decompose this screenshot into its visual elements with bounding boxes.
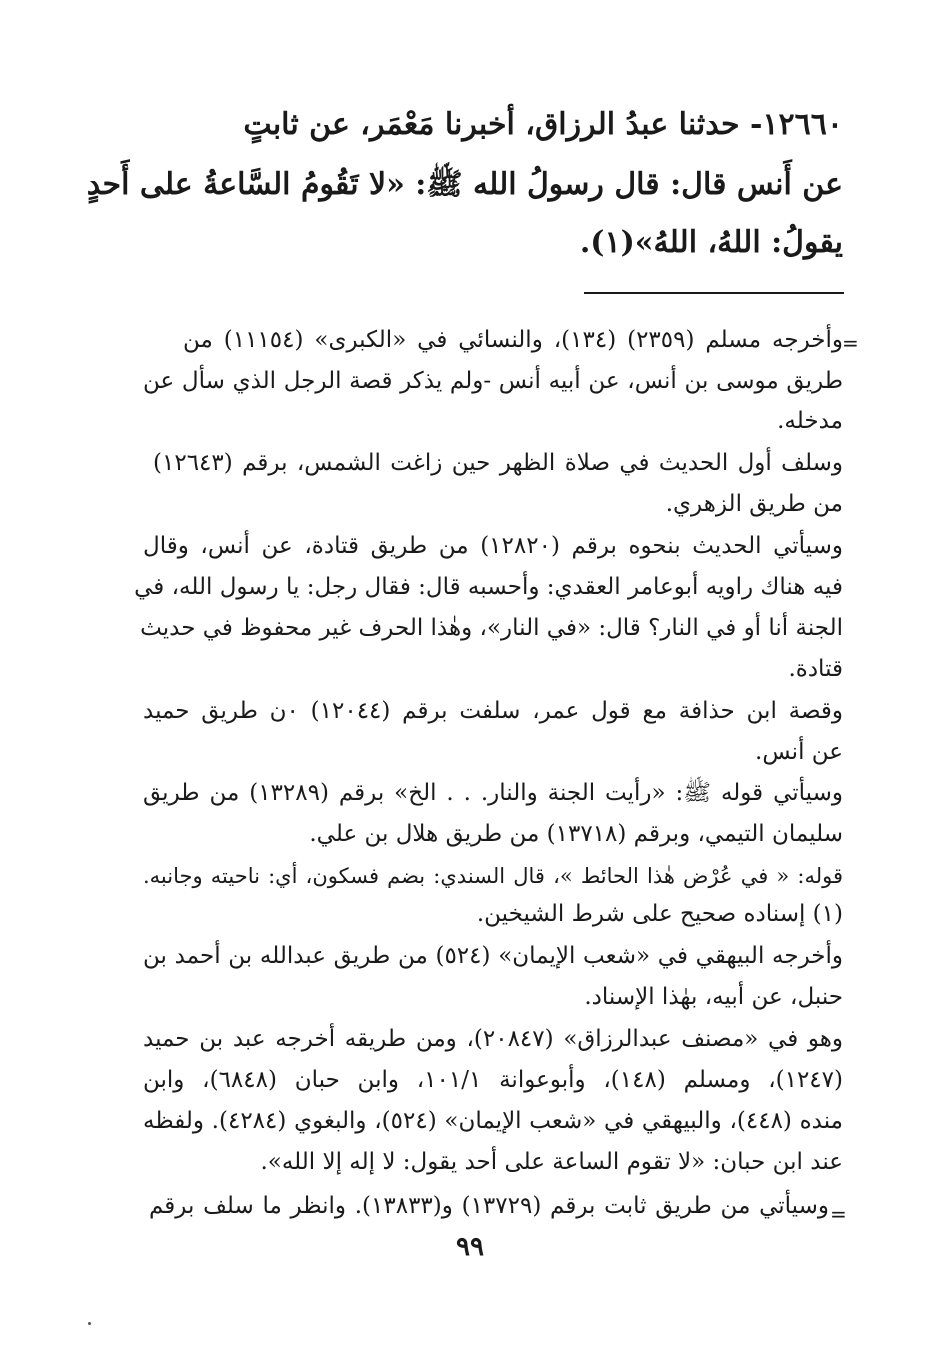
footnote-line: قوله: « في عُرْض هٰذا الحائط »، قال السندي: بضم فسكون، أي: ناحيته وجانبه. — [143, 864, 843, 888]
footnote-line: منده (٤٤٨)، والبيهقي في «شعب الإيمان» (٥٢٤)، والبغوي (٤٢٨٤). ولفظه — [143, 1108, 844, 1134]
footnote-line: وأخرجه البيهقي في «شعب الإيمان» (٥٢٤) من طريق عبدالله بن أحمد بن — [143, 943, 843, 969]
footnote-line: من طريق الزهري. — [665, 491, 843, 517]
footnote-line: عند ابن حبان: «لا تقوم الساعة على أحد يقول: لا إله إلا الله». — [260, 1149, 843, 1175]
footnote-number-line: (١) إسناده صحيح على شرط الشيخين. — [476, 901, 843, 927]
hadith-line-2: عن أَنس قال: قال رسولُ الله ﷺ: «لا تَقُومُ السَّاعةُ على أَحدٍ — [86, 167, 843, 202]
footnote-line: حنبل، عن أبيه، بهٰذا الإسناد. — [584, 984, 843, 1010]
footnote-line: مدخله. — [777, 408, 843, 434]
footnote-line: وسيأتي من طريق ثابت برقم (١٣٧٢٩) و(١٣٨٣٣). وانظر ما سلف برقم — [149, 1193, 829, 1219]
footnote-line: وسيأتي قوله ﷺ: «رأيت الجنة والنار. . . الخ» برقم (١٣٢٨٩) من طريق — [143, 780, 843, 806]
continuation-mark-end: = — [830, 1202, 847, 1226]
scan-speck — [88, 1322, 91, 1325]
footnote-line: وقصة ابن حذافة مع قول عمر، سلفت برقم (١٢٠٤٤) ٠ن طريق حميد — [143, 698, 843, 724]
footnote-line: فيه هناك راويه أبوعامر العقدي: وأحسبه قال: فقال رجل: يا رسول الله، في — [134, 574, 843, 600]
hadith-line-3: يقولُ: اللهُ، اللهُ»(١). — [579, 225, 843, 260]
footnote-line: قتادة. — [788, 656, 843, 682]
continuation-mark: = — [842, 331, 859, 355]
page-number: ٩٩ — [456, 1232, 484, 1262]
footnote-separator — [584, 292, 844, 294]
footnote-line: وسلف أول الحديث في صلاة الظهر حين زاغت الشمس، برقم (١٢٦٤٣) — [153, 450, 843, 476]
footnote-line: سليمان التيمي، وبرقم (١٣٧١٨) من طريق هلال بن علي. — [309, 821, 843, 847]
footnote-line: (١٢٤٧)، ومسلم (١٤٨)، وأبوعوانة ١٠١/١، وابن حبان (٦٨٤٨)، وابن — [143, 1067, 843, 1093]
hadith-line-1: ١٢٦٦٠- حدثنا عبدُ الرزاق، أخبرنا مَعْمَر، عن ثابتٍ — [243, 107, 843, 142]
footnote-line: الجنة أنا أو في النار؟ قال: «في النار»، وهٰذا الحرف غير محفوظ في حديث — [140, 615, 843, 641]
footnote-line: وأخرجه مسلم (٢٣٥٩) (١٣٤)، والنسائي في «الكبرى» (١١١٥٤) من — [183, 327, 843, 353]
footnote-line: وهو في «مصنف عبدالرزاق» (٢٠٨٤٧)، ومن طريقه أخرجه عبد بن حميد — [143, 1026, 844, 1052]
footnote-line: طريق موسى بن أنس، عن أبيه أنس -ولم يذكر قصة الرجل الذي سأل عن — [143, 368, 843, 394]
footnote-line: عن أنس. — [755, 739, 843, 765]
footnote-line: وسيأتي الحديث بنحوه برقم (١٢٨٢٠) من طريق قتادة، عن أنس، وقال — [143, 533, 843, 559]
